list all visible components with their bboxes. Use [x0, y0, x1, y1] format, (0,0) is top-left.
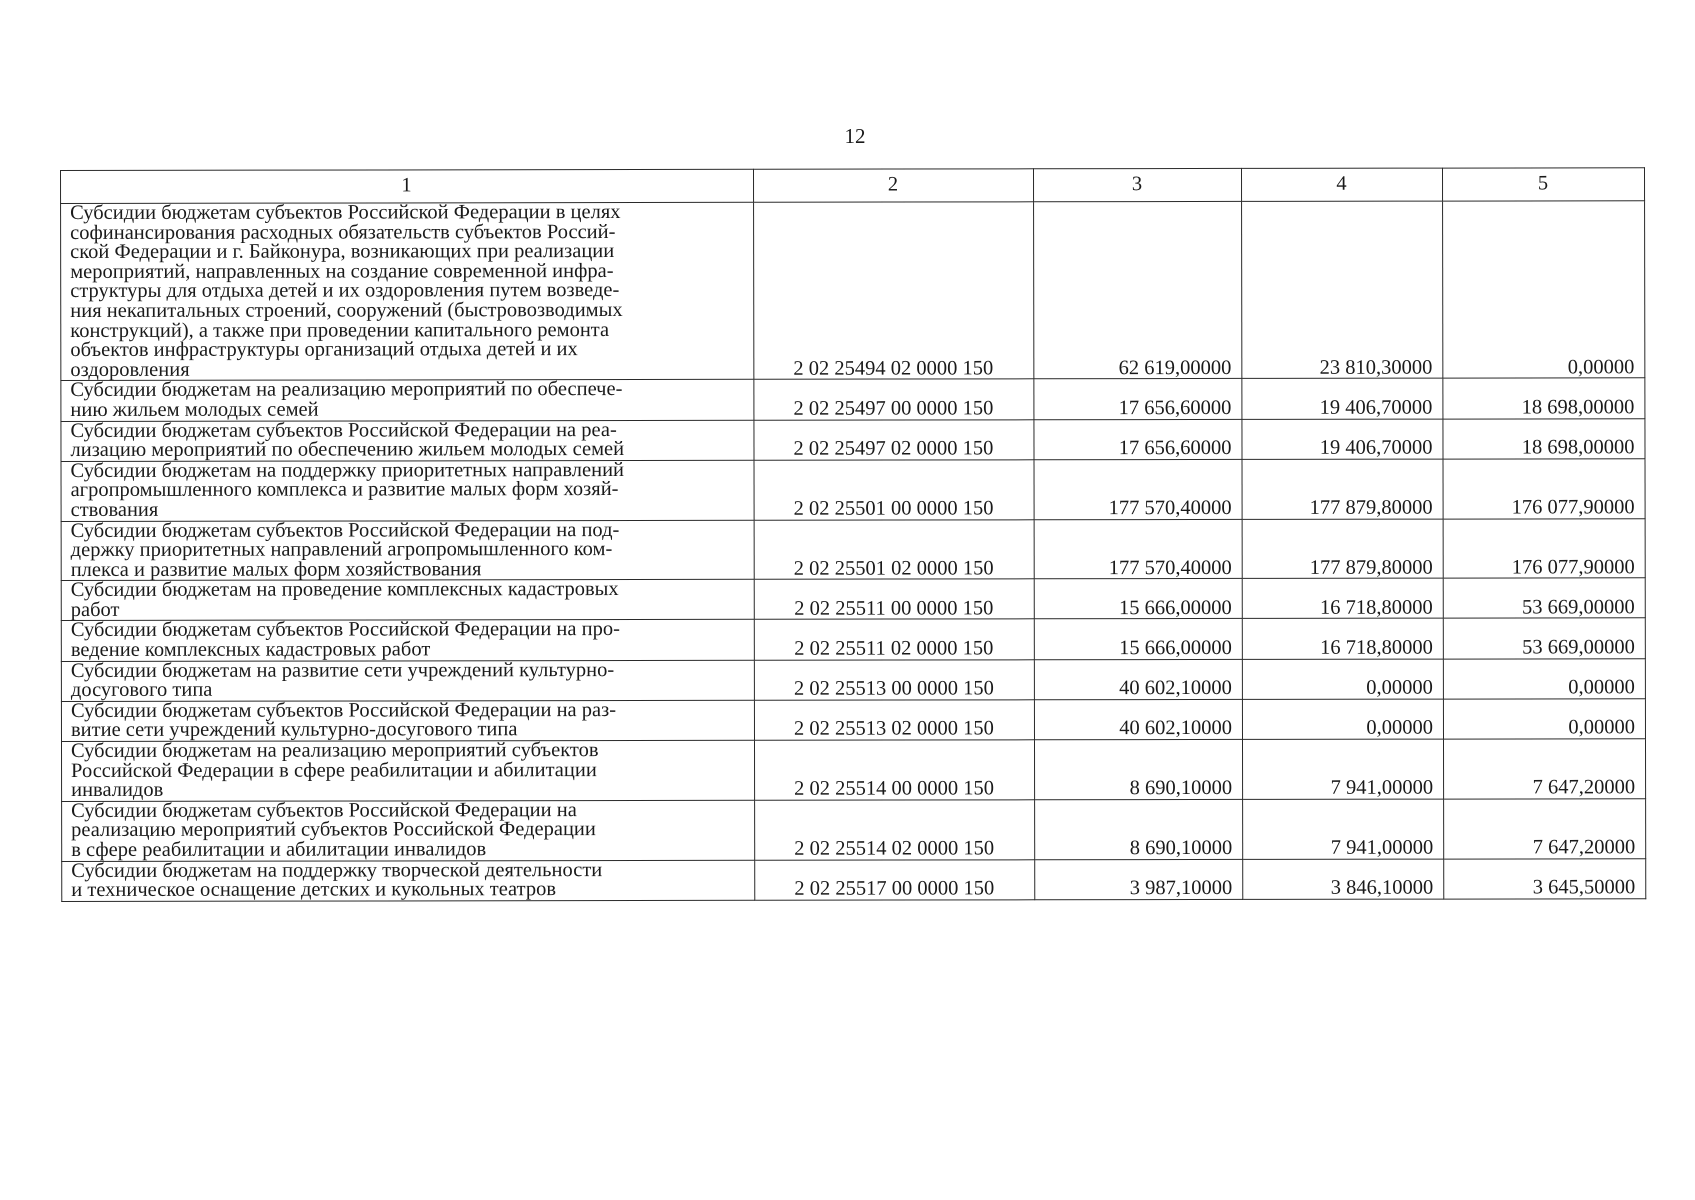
value-col4-cell: 19 406,70000: [1242, 378, 1443, 419]
table-row: [61, 201, 1645, 381]
value-col4-cell: 16 718,80000: [1242, 619, 1443, 660]
value-col3-cell: 15 666,00000: [1034, 579, 1242, 620]
table-row: [61, 518, 1645, 581]
description-line: Субсидии бюджетам субъектов Российской Федерации в целях: [70, 201, 621, 224]
value-col5-cell: 53 669,00000: [1443, 618, 1645, 659]
description-line: софинансирования расходных обязательств субъектов Россий-: [70, 220, 616, 244]
description-line: Субсидии бюджетам субъектов Российской Федерации на раз-: [70, 698, 617, 722]
value-col3-cell: 17 656,60000: [1034, 379, 1242, 420]
description-line: держку приоритетных направлений агропромышленного ком-: [70, 538, 613, 562]
budget-code-cell: 2 02 25514 00 0000 150: [754, 740, 1034, 800]
table-row: [61, 699, 1645, 742]
description-line: Субсидии бюджетам на поддержку приоритетных направлений: [70, 458, 625, 482]
value-col4-cell: 3 846,10000: [1243, 859, 1444, 900]
column-header-4: 4: [1241, 168, 1442, 201]
budget-code-cell: 2 02 25517 00 0000 150: [755, 859, 1035, 900]
description-line: Субсидии бюджетам субъектов Российской Федерации на реа-: [70, 418, 617, 442]
row-description: [61, 460, 754, 521]
table-row: [61, 458, 1645, 521]
description-line: оздоровления: [70, 358, 190, 381]
row-description: [61, 700, 754, 741]
value-col4-cell: 177 879,80000: [1242, 459, 1443, 519]
page-number: 12: [844, 124, 866, 148]
value-col4-cell: 177 879,80000: [1242, 519, 1443, 579]
description-line: агропромышленного комплекса и развитие малых форм хозяй-: [70, 478, 619, 502]
value-col4-cell: 7 941,00000: [1243, 799, 1444, 859]
table-header-row: [61, 168, 1645, 204]
description-line: досугового типа: [70, 678, 213, 702]
description-line: Субсидии бюджетам на развитие сети учреждений культурно-: [70, 658, 615, 682]
table-row: [61, 418, 1645, 461]
value-col3-cell: 15 666,00000: [1034, 619, 1242, 660]
value-col5-cell: 7 647,20000: [1444, 799, 1646, 859]
description-line: плекса и развитие малых форм хозяйствования: [70, 557, 482, 581]
value-col4-cell: 0,00000: [1242, 699, 1443, 740]
row-description: [61, 660, 754, 701]
table-row: [61, 578, 1645, 621]
value-col5-cell: 0,00000: [1443, 699, 1645, 740]
value-col3-cell: 62 619,00000: [1034, 201, 1242, 379]
description-line: структуры для отдыха детей и их оздоровления путем возведе-: [70, 279, 620, 303]
description-line: ствования: [70, 498, 159, 521]
row-description: [62, 800, 755, 861]
budget-code-cell: 2 02 25513 00 0000 150: [754, 659, 1034, 700]
column-header-5: 5: [1442, 168, 1644, 201]
row-description: [61, 202, 754, 381]
value-col3-cell: 8 690,10000: [1035, 799, 1243, 859]
value-col5-cell: 176 077,90000: [1443, 458, 1645, 518]
description-line: нию жильем молодых семей: [70, 398, 319, 421]
budget-code-cell: 2 02 25497 02 0000 150: [754, 419, 1034, 460]
budget-code-cell: 2 02 25511 00 0000 150: [754, 579, 1034, 620]
value-col3-cell: 3 987,10000: [1035, 859, 1243, 900]
value-col3-cell: 40 602,10000: [1034, 699, 1242, 740]
column-header-1: 1: [61, 169, 754, 203]
row-description: [61, 620, 754, 661]
description-line: Субсидии бюджетам на реализацию мероприятий субъектов: [70, 739, 599, 763]
description-line: и техническое оснащение детских и кукольных театров: [71, 878, 557, 902]
value-col5-cell: 176 077,90000: [1443, 518, 1645, 578]
description-line: конструкций), а также при проведении капитального ремонта: [70, 318, 610, 342]
description-line: Российской Федерации в сфере реабилитации и абилитации: [71, 758, 597, 782]
value-col3-cell: 40 602,10000: [1034, 659, 1242, 700]
budget-table: [60, 167, 1646, 902]
description-line: Субсидии бюджетам на реализацию мероприятий по обеспече-: [70, 378, 623, 402]
value-col4-cell: 19 406,70000: [1242, 419, 1443, 460]
description-line: инвалидов: [71, 779, 164, 802]
budget-code-cell: 2 02 25497 00 0000 150: [754, 379, 1034, 420]
description-line: реализацию мероприятий субъектов Российской Федерации: [71, 818, 596, 842]
description-line: Субсидии бюджетам субъектов Российской Федерации на: [71, 798, 577, 822]
description-line: работ: [70, 598, 120, 621]
table-row: [61, 658, 1645, 701]
description-line: Субсидии бюджетам субъектов Российской Федерации на про-: [70, 618, 620, 642]
budget-code-cell: 2 02 25494 02 0000 150: [754, 202, 1034, 380]
column-header-3: 3: [1033, 168, 1241, 201]
description-line: Субсидии бюджетам субъектов Российской Федерации на под-: [70, 518, 620, 542]
value-col4-cell: 16 718,80000: [1242, 578, 1443, 619]
budget-code-cell: 2 02 25513 02 0000 150: [754, 700, 1034, 741]
budget-code-cell: 2 02 25501 00 0000 150: [754, 460, 1034, 520]
value-col5-cell: 0,00000: [1443, 201, 1645, 379]
value-col5-cell: 18 698,00000: [1443, 418, 1645, 459]
table-row: [61, 739, 1645, 802]
description-line: ведение комплексных кадастровых работ: [70, 638, 431, 662]
value-col5-cell: 18 698,00000: [1443, 378, 1645, 419]
value-col3-cell: 177 570,40000: [1034, 459, 1242, 519]
row-description: [61, 520, 754, 581]
value-col4-cell: 23 810,30000: [1242, 201, 1443, 379]
table-body: [61, 201, 1646, 902]
column-header-2: 2: [753, 169, 1033, 202]
budget-code-cell: 2 02 25511 02 0000 150: [754, 619, 1034, 660]
description-line: витие сети учреждений культурно-досугового типа: [70, 718, 518, 742]
table-row: [62, 858, 1646, 901]
row-description: [61, 420, 754, 461]
value-col4-cell: 7 941,00000: [1242, 739, 1443, 799]
description-line: объектов инфраструктуры организаций отдыха детей и их: [70, 338, 578, 362]
row-description: [61, 580, 754, 621]
table-row: [62, 799, 1646, 862]
table-row: [61, 618, 1645, 661]
description-line: ния некапитальных строений, сооружений (быстровозводимых: [70, 298, 623, 322]
description-line: мероприятий, направленных на создание современной инфра-: [70, 259, 614, 283]
value-col5-cell: 0,00000: [1443, 658, 1645, 699]
value-col5-cell: 53 669,00000: [1443, 578, 1645, 619]
value-col3-cell: 17 656,60000: [1034, 419, 1242, 460]
row-description: [61, 740, 754, 801]
row-description: [61, 380, 754, 421]
description-line: лизацию мероприятий по обеспечению жильем молодых семей: [70, 438, 625, 462]
description-line: в сфере реабилитации и абилитации инвалидов: [71, 838, 487, 861]
value-col3-cell: 8 690,10000: [1034, 739, 1242, 799]
description-line: ской Федерации и г. Байконура, возникающих при реализации: [70, 240, 615, 264]
value-col4-cell: 0,00000: [1242, 659, 1443, 700]
budget-code-cell: 2 02 25501 02 0000 150: [754, 519, 1034, 579]
budget-code-cell: 2 02 25514 02 0000 150: [755, 800, 1035, 860]
table-row: [61, 378, 1645, 421]
row-description: [62, 860, 755, 901]
value-col5-cell: 3 645,50000: [1444, 858, 1646, 899]
description-line: Субсидии бюджетам на поддержку творческой деятельности: [71, 858, 603, 882]
description-line: Субсидии бюджетам на проведение комплексных кадастровых: [70, 578, 619, 602]
value-col5-cell: 7 647,20000: [1443, 739, 1645, 799]
value-col3-cell: 177 570,40000: [1034, 519, 1242, 579]
